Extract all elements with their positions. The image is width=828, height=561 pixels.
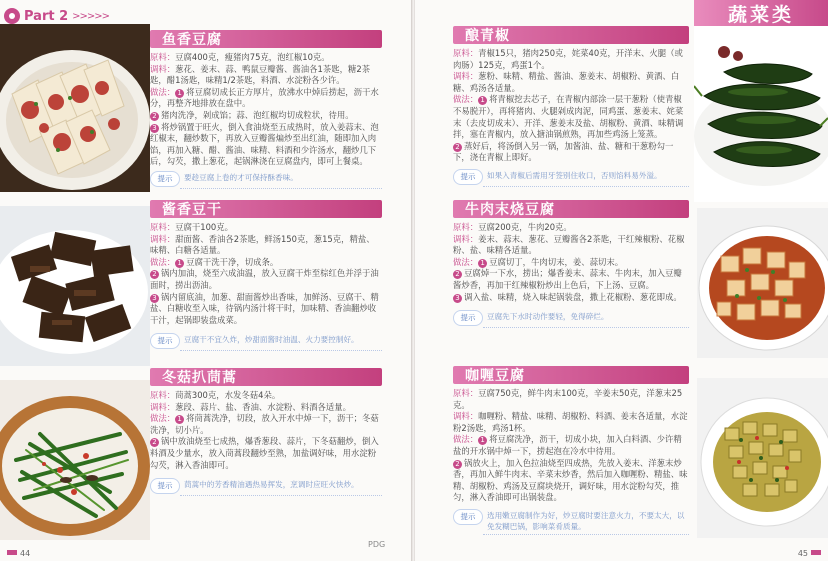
seasonings: 调料：葱段、蒜片、盐、香油、水淀粉、料酒各适量。 bbox=[150, 401, 351, 412]
method-step: 2 锅中放油烧至七成热，爆香葱段、蒜片，下冬菇翻炒，倒入料酒及少量水，放入茼蒿段翻炒至熟，加盐调好味，用水淀粉勾芡，淋入香油即可。 bbox=[150, 436, 379, 470]
method-step: 2 猪肉洗净，剁成馅；蒜、泡红椒均切成粒状，待用。 bbox=[150, 110, 382, 122]
recipe-body bbox=[453, 222, 689, 303]
recipe-title: 咖喱豆腐 bbox=[453, 366, 689, 384]
recipe-jiangxiang-dougan bbox=[150, 200, 382, 348]
method-step: 做法： 1 将青椒挖去芯子，在青椒内部涂一层干葱粉（使青椒不易脱开），再将猪肉、火腿剁成肉泥，同鸡蛋、葱姜末、姹菜末（去皮切成末）、开洋、葱姜末及盐、胡椒粉、黄酒、味精调拌，塞在青椒内，放入搪油锅煎熟，再加些鸡汤上笼蒸。 bbox=[453, 94, 684, 140]
method-step: 2 豆腐焯一下水，捞出；爆香姜末、蒜末、牛肉末，加入豆瓣酱炒香，再加干红辣椒粉炒出上色后，下上汤、豆腐。 bbox=[453, 268, 682, 290]
tip-text: 如果入青椒后需用牙签别住收口，否则馅料易外溢。 bbox=[487, 170, 662, 180]
seasonings: 调料：甜面酱、香油各2茶匙，鲜汤150克，葱15克，精盐、味精、白糖各适量。 bbox=[150, 233, 375, 256]
tip-badge-icon: 提示 bbox=[453, 169, 483, 185]
recipe-title: 酿青椒 bbox=[453, 26, 689, 44]
watermark-text: PDG bbox=[368, 540, 386, 549]
tip-badge-icon: 提示 bbox=[150, 333, 180, 349]
ingredients: 原料：青椒15只，猪肉250克，姹菜40克，开洋末、火腿（或肉肠）125克，鸡蛋1个。 bbox=[453, 48, 683, 70]
photo-yuxiang-tofu bbox=[0, 24, 150, 192]
recipe-title: 鱼香豆腐 bbox=[150, 30, 382, 48]
tip bbox=[150, 334, 382, 348]
section-banner: 蔬菜类 bbox=[694, 0, 828, 26]
photo-donggu-tonghao bbox=[0, 380, 150, 540]
method-step: 2 锅放火上，加入色拉油烧至四成热，先放入姜末、洋葱末炒香，再加入鲜牛肉末、辛菜末炒香，然后加入咖喱粉、精盐、味精、胡椒粉、鸡汤及豆腐块烧开，调好味，用水淀粉勾芡，推匀，淋入香油即可出锅装盘。 bbox=[453, 457, 688, 503]
tip-badge-icon: 提示 bbox=[453, 509, 483, 525]
method-step: 做法： 1 豆腐干洗干净，切成条。 bbox=[150, 256, 279, 267]
method-step: 3 调入盐、味精，烧入味起锅装盘，撒上花椒粉、葱花即成。 bbox=[453, 292, 689, 304]
recipe-body bbox=[453, 48, 689, 164]
method-step: 做法： 1 将豆腐洗净，沥干，切成小块，加入白料酒、少许精盐的开水锅中焯一下，捞起泡在冷水中待用。 bbox=[453, 434, 682, 456]
ingredients: 原料：豆腐200克，牛肉20克。 bbox=[453, 222, 572, 232]
method-step: 做法： 1 将茼蒿洗净，切段，放入开水中焯一下，沥干；冬菇洗净，切小片。 bbox=[150, 413, 379, 435]
method-step: 2 蒸好后，将汤倒入另一锅，加酱油、盐、糖和干葱粉勾一下，浇在青椒上即好。 bbox=[453, 140, 674, 163]
seasonings: 调料：姜末、蒜末、葱花、豆瓣酱各2茶匙，干红辣椒粉、花椒粉、盐、味精各适量。 bbox=[453, 233, 685, 256]
recipe-body bbox=[150, 52, 382, 168]
tip bbox=[453, 311, 689, 325]
tip-badge-icon: 提示 bbox=[453, 310, 483, 326]
page-number: 44 bbox=[4, 549, 30, 558]
recipe-beef-tofu bbox=[453, 200, 689, 325]
tip-text: 豆腐干不宜久炸，炒甜面酱时油温、火力要控制好。 bbox=[184, 335, 359, 345]
ingredients: 原料：豆腐400克，瘦猪肉75克，泡红椒10克。 bbox=[150, 52, 330, 62]
part-header bbox=[4, 6, 109, 26]
tip bbox=[453, 170, 689, 184]
method-step: 做法： 1 将豆腐切成长正方厚片，放沸水中焯后捞起，沥干水分，再整齐地排放在盘中。 bbox=[150, 86, 379, 109]
part-icon bbox=[4, 8, 20, 24]
recipe-title: 酱香豆干 bbox=[150, 200, 382, 218]
seasonings: 调料：葱粉、味精、精盐、酱油、葱姜末、胡椒粉、黄酒、白糖、鸡汤各适量。 bbox=[453, 71, 680, 93]
method-step: 2 锅内加油，烧至六成油温，放入豆腐干炸至棕红色并浮于油面时，捞出沥油。 bbox=[150, 268, 379, 290]
photo-jiangxiang-dougan bbox=[0, 206, 150, 366]
photo-curry-tofu bbox=[697, 378, 828, 538]
recipe-body bbox=[150, 390, 382, 471]
tip bbox=[150, 479, 382, 493]
recipe-niang-qingjiao bbox=[453, 26, 689, 184]
tip-text: 豆腐先下水时动作要轻，免得碎烂。 bbox=[487, 312, 609, 322]
recipe-title: 牛肉末烧豆腐 bbox=[453, 200, 689, 218]
photo-beef-tofu bbox=[697, 208, 828, 358]
page-number: 45 bbox=[798, 549, 824, 558]
right-page bbox=[415, 0, 828, 561]
seasonings: 调料：咖喱粉、精盐、味精、胡椒粉、料酒、姜末各适量，水淀粉2汤匙，鸡汤1杯。 bbox=[453, 411, 688, 433]
tip bbox=[453, 510, 689, 532]
method-step: 3 将炒锅置于旺火，倒入食油烧至五成热时，放入姜蒜末、泡红椒末，翻炒数下，再放入豆瓣酱煸炒至出红油，随即加入肉馅，再加入糖、醋、酱油、味精、料酒和少许汤水，翻炒几下后，勾芡，撒上葱花，起锅淋浇在豆腐盘内，即可上餐桌。 bbox=[150, 121, 379, 167]
recipe-title: 冬菇扒茼蒿 bbox=[150, 368, 382, 386]
ingredients: 原料：豆腐干100克。 bbox=[150, 222, 233, 232]
left-page bbox=[0, 0, 412, 561]
part-label: Part 2 bbox=[24, 8, 69, 24]
ingredients: 原料：茼蒿300克，水发冬菇4朵。 bbox=[150, 390, 281, 400]
tip-badge-icon: 提示 bbox=[150, 171, 180, 187]
tip bbox=[150, 172, 382, 186]
tip-text: 选用嫩豆腐制作为好，炒豆腐时要注意火力，不要太大，以免发糊巴锅，影响菜肴质量。 bbox=[487, 510, 685, 531]
photo-niang-qingjiao bbox=[694, 26, 828, 202]
part-chevrons: >>>>> bbox=[72, 10, 110, 22]
tip-text: 要趁豆腐上卷的才可保持酥香味。 bbox=[184, 172, 298, 182]
tip-badge-icon: 提示 bbox=[150, 478, 180, 494]
method-step: 3 锅内留底油，加葱、甜面酱炒出香味，加鲜汤、豆腐干、精盐、白糖收至入味，待锅内汤汁将干时，加味精、香油翻炒收干汁，起锅即装盘成菜。 bbox=[150, 291, 379, 325]
recipe-body bbox=[453, 388, 689, 504]
seasonings: 调料：葱花、姜末、蒜、鸭鼠豆瓣酱、酱油各1茶匙，糖2茶匙，醋1汤匙，味精1/2茶匙，料酒、水淀粉各少许。 bbox=[150, 63, 371, 86]
ingredients: 原料：豆腐750克，鲜牛肉末100克，辛姜末50克，洋葱末25克。 bbox=[453, 388, 683, 410]
recipe-donggu-tonghao bbox=[150, 368, 382, 493]
tip-text: 茼蒿中的芳香精油遇热易挥发，烹调时应旺火快炒。 bbox=[184, 480, 359, 490]
recipe-body bbox=[150, 222, 382, 326]
recipe-curry-tofu bbox=[453, 366, 689, 532]
recipe-yuxiang-tofu bbox=[150, 30, 382, 186]
method-step: 做法： 1 豆腐切丁，牛肉切末，姜、蒜切末。 bbox=[453, 256, 624, 267]
